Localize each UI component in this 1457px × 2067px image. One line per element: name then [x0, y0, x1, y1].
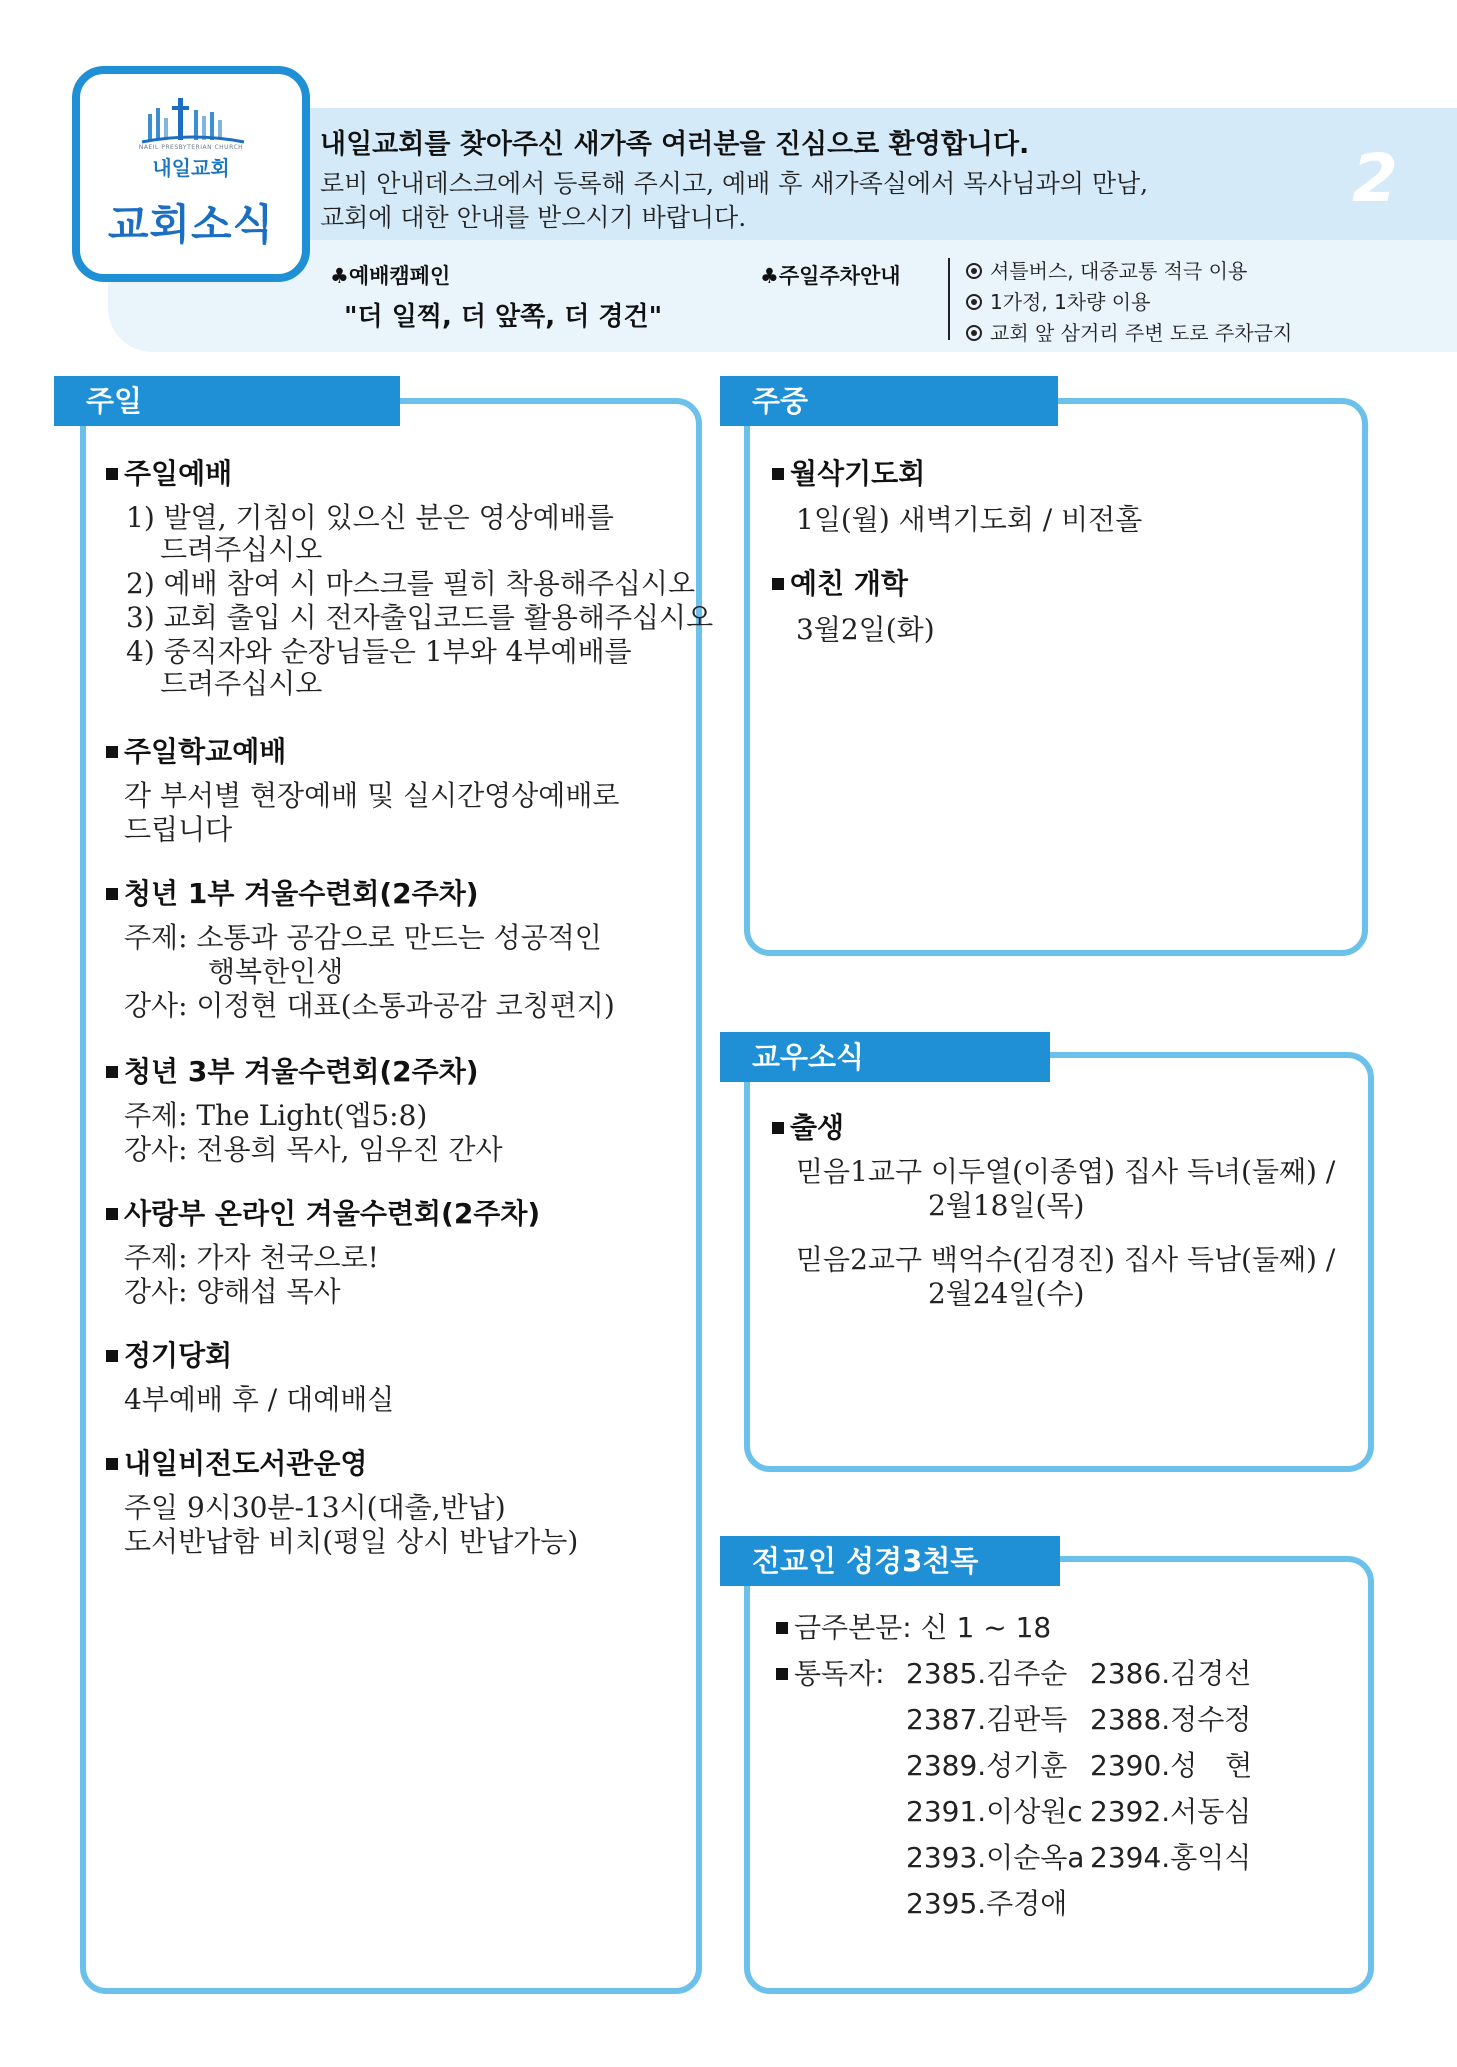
passage-value: 신 1 ~ 18 [920, 1611, 1052, 1644]
reader-name: 2388.정수정 [1090, 1703, 1252, 1736]
readers-label: 통독자: [794, 1657, 885, 1690]
square-bullet-icon [106, 1350, 118, 1362]
square-bullet-icon [772, 468, 784, 480]
item-line: 1일(월) 새벽기도회 / 비전홀 [796, 503, 1143, 536]
item-title: 주일학교예배 [106, 730, 286, 770]
logo-caption: NAEIL PRESBYTERIAN CHURCH [138, 144, 244, 151]
campaign-slogan: "더 일찍, 더 앞쪽, 더 경건" [344, 302, 663, 332]
church-logo-icon [138, 96, 248, 146]
reader-name: 2395.주경애 [906, 1887, 1068, 1920]
item-line: 드려주십시오 [160, 667, 323, 700]
item-title: 청년 1부 겨울수련회(2주차) [106, 872, 479, 912]
item-line: 2월18일(목) [928, 1189, 1085, 1222]
passage-label: 금주본문: [794, 1611, 912, 1644]
reader-name: 2391.이상원c [906, 1795, 1083, 1828]
item-line: 믿음1교구 이두열(이종엽) 집사 득녀(둘째) / [796, 1155, 1336, 1188]
square-bullet-icon [772, 578, 784, 590]
square-bullet-icon [106, 468, 118, 480]
square-bullet-icon [776, 1622, 788, 1634]
item-title: 청년 3부 겨울수련회(2주차) [106, 1050, 479, 1090]
square-bullet-icon [776, 1668, 788, 1680]
club-icon: ♣ [760, 264, 779, 288]
club-icon: ♣ [330, 264, 349, 288]
item-line: 드립니다 [124, 813, 233, 846]
item-line: 주제: 가자 천국으로! [124, 1241, 379, 1274]
weekday-tab: 주중 [720, 376, 1058, 426]
item-line: 드려주십시오 [160, 533, 323, 566]
reader-name: 2387.김판득 [906, 1703, 1068, 1736]
welcome-title: 내일교회를 찾아주신 새가족 여러분을 진심으로 환영합니다. [320, 129, 1030, 160]
bullet-circle-icon [966, 263, 982, 279]
item-line: 3월2일(화) [796, 613, 935, 646]
item-line: 2월24일(수) [928, 1277, 1085, 1310]
item-title: 내일비전도서관운영 [106, 1442, 367, 1482]
item-line: 강사: 전용희 목사, 임우진 간사 [124, 1133, 503, 1166]
passage-line [776, 1606, 1051, 1646]
page-number: 2 [1352, 140, 1398, 217]
logo-box [72, 66, 310, 282]
item-title: 출생 [772, 1106, 844, 1146]
item-title: 주일예배 [106, 452, 232, 492]
reader-name: 2390.성 현 [1090, 1749, 1253, 1782]
reader-name: 2393.이순옥a [906, 1841, 1085, 1874]
item-line: 4부예배 후 / 대예배실 [124, 1383, 395, 1416]
item-line: 2) 예배 참여 시 마스크를 필히 착용해주십시오 [126, 567, 696, 600]
members-tab: 교우소식 [720, 1032, 1050, 1082]
square-bullet-icon [772, 1122, 784, 1134]
bullet-circle-icon [966, 325, 982, 341]
reader-name: 2385.김주순 [906, 1657, 1068, 1690]
parking-heading [760, 260, 901, 290]
item-line: 주제: The Light(엡5:8) [124, 1099, 428, 1132]
parking-item: 1가정, 1차량 이용 [966, 287, 1292, 318]
item-title: 예친 개학 [772, 562, 908, 602]
item-line: 도서반납함 비치(평일 상시 반납가능) [124, 1525, 579, 1558]
bullet-circle-icon [966, 294, 982, 310]
page-title: 교회소식 [107, 200, 275, 249]
sunday-tab: 주일 [54, 376, 400, 426]
item-line: 행복한인생 [208, 955, 344, 988]
item-line: 주일 9시30분-13시(대출,반납) [124, 1491, 506, 1524]
logo-name: 내일교회 [152, 156, 230, 180]
item-title: 월삭기도회 [772, 452, 925, 492]
item-line: 믿음2교구 백억수(김경진) 집사 득남(둘째) / [796, 1243, 1336, 1276]
parking-item: 교회 앞 삼거리 주변 도로 주차금지 [966, 318, 1292, 349]
item-line: 강사: 이정현 대표(소통과공감 코칭편지) [124, 989, 615, 1022]
parking-item: 셔틀버스, 대중교통 적극 이용 [966, 256, 1292, 287]
parking-list [966, 256, 1292, 349]
item-line: 주제: 소통과 공감으로 만드는 성공적인 [124, 921, 602, 954]
square-bullet-icon [106, 1066, 118, 1078]
bible-tab: 전교인 성경3천독 [720, 1536, 1060, 1586]
item-title: 사랑부 온라인 겨울수련회(2주차) [106, 1192, 540, 1232]
reader-name: 2392.서동심 [1090, 1795, 1252, 1828]
square-bullet-icon [106, 888, 118, 900]
reader-name: 2394.홍익식 [1090, 1841, 1252, 1874]
square-bullet-icon [106, 1208, 118, 1220]
item-title: 정기당회 [106, 1334, 232, 1374]
square-bullet-icon [106, 1458, 118, 1470]
reader-name: 2386.김경선 [1090, 1657, 1252, 1690]
campaign-heading [330, 260, 450, 290]
welcome-text: 로비 안내데스크에서 등록해 주시고, 예배 후 새가족실에서 목사님과의 만남, [320, 169, 1149, 198]
reader-name: 2389.성기훈 [906, 1749, 1068, 1782]
divider [948, 258, 950, 340]
item-line: 3) 교회 출입 시 전자출입코드를 활용해주십시오 [126, 601, 714, 634]
campaign-label: 예배캠페인 [348, 264, 451, 288]
square-bullet-icon [106, 746, 118, 758]
readers-label-line [776, 1652, 885, 1692]
item-line: 1) 발열, 기침이 있으신 분은 영상예배를 [126, 501, 614, 534]
welcome-text: 교회에 대한 안내를 받으시기 바랍니다. [320, 203, 747, 232]
parking-label: 주일주차안내 [778, 264, 901, 288]
item-line: 강사: 양해섭 목사 [124, 1275, 341, 1308]
item-line: 4) 중직자와 순장님들은 1부와 4부예배를 [126, 635, 632, 668]
item-line: 각 부서별 현장예배 및 실시간영상예배로 [124, 779, 620, 812]
